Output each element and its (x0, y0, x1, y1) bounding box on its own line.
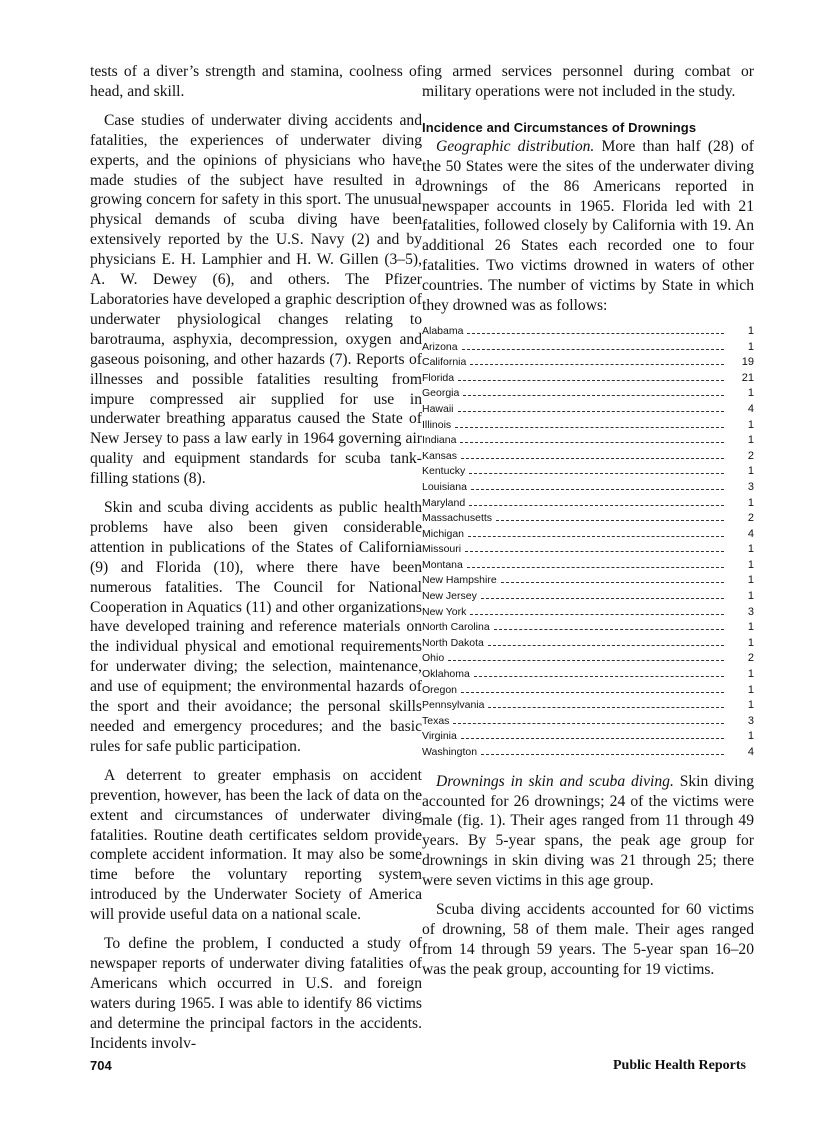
paragraph: Scuba diving accidents accounted for 60 victims of drowning, 58 of them male. Their ages ranged from 14 through 59 years. The 5-year span 16–20 was the peak group, accounting for 19 victims. (422, 901, 754, 978)
state-count: 1 (747, 668, 754, 681)
state-row (422, 481, 754, 497)
dot-leader (469, 505, 724, 506)
paragraph: Skin and scuba diving accidents as public health problems have also been given considerable attention in publications of the States of California (9) and Florida (10), where there have been numerous fatalities. The Council for National Cooperation in Aquatics (11) and other organizations have developed training and reference materials on the individual physical and emotional requirements for underwater diving; the selection, maintenance, and use of equipment; the environmental hazards of the sport and their avoidance; the personal skills needed and emergency procedures; and the basic rules for safe public participation. (90, 499, 422, 755)
state-count: 1 (747, 699, 754, 712)
dot-leader (494, 629, 724, 630)
state-row (422, 684, 754, 700)
dot-leader (474, 676, 724, 677)
state-name: Texas (422, 714, 450, 727)
dot-leader (458, 411, 724, 412)
state-name: Georgia (422, 387, 460, 400)
paragraph: To define the problem, I conducted a study of newspaper reports of underwater diving fatalities of Americans which occurred in U.S. and foreign waters during 1965. I was able to identify 86 victims and determine the principal factors in the accidents. Incidents involv- (90, 935, 422, 1052)
state-name: California (422, 356, 467, 369)
state-row (422, 325, 754, 341)
state-name: North Carolina (422, 621, 490, 634)
state-name: New Hampshire (422, 574, 497, 587)
state-name: Massachusetts (422, 512, 493, 525)
paragraph: tests of a diver’s strength and stamina, coolness of head, and skill. (90, 63, 422, 100)
state-name: Oklahoma (422, 668, 470, 681)
state-row (422, 606, 754, 622)
state-count: 1 (747, 387, 754, 400)
state-name: New Jersey (422, 590, 477, 603)
paragraph: Case studies of underwater diving accidents and fatalities, the experiences of underwater diving experts, and the opinions of physicians who have made studies of the subject have resulted in a growing concern for safety in this sport. The unusual physical demands of scuba diving have been extensively reported by the U.S. Navy (2) and by physicians E. H. Lamphier and H. W. Gillen (3–5), A. W. Dewey (6), and others. The Pfizer Laboratories have developed a graphic description of underwater physiological changes relating to barotrauma, asphyxia, decompression, oxygen and gaseous poisoning, and other hazards (7). Reports of illnesses and possible fatalities resulting from impure compressed air supplied for use in underwater breathing apparatus caused the State of New Jersey to pass a law early in 1964 governing air quality and equipment standards for scuba tank-filling stations (8). (90, 111, 422, 488)
state-name: Missouri (422, 543, 462, 556)
state-count: 3 (747, 714, 754, 727)
state-row (422, 699, 754, 715)
state-count: 1 (747, 418, 754, 431)
state-row (422, 450, 754, 466)
dot-leader (481, 754, 724, 755)
state-name: Kansas (422, 449, 458, 462)
paragraph: ing armed services personnel during combat or military operations were not included in the study. (422, 63, 754, 100)
state-row (422, 341, 754, 357)
state-count: 4 (747, 746, 754, 758)
state-row (422, 574, 754, 590)
state-row (422, 652, 754, 668)
state-count: 1 (747, 434, 754, 447)
state-row (422, 590, 754, 606)
state-count: 2 (747, 512, 754, 525)
state-count: 3 (747, 605, 754, 618)
dot-leader (453, 723, 724, 724)
state-name: Kentucky (422, 465, 466, 478)
dot-leader (461, 738, 724, 739)
dot-leader (488, 645, 724, 646)
state-name: Hawaii (422, 402, 454, 415)
state-row (422, 403, 754, 419)
state-count: 4 (747, 402, 754, 415)
run-in-title: Drownings in skin and scuba diving. (436, 772, 674, 790)
paragraph: A deterrent to greater emphasis on accident prevention, however, has been the lack of data on the extent and circumstances of underwater diving fatalities. Routine death certificates seldom provide complete accident information. It may also be some time before the voluntary reporting system introduced by the Underwater Society of America will provide useful data on a national scale. (90, 766, 422, 924)
state-count: 1 (747, 621, 754, 634)
dot-leader (471, 489, 724, 490)
state-count: 1 (747, 496, 754, 509)
state-name: Indiana (422, 434, 457, 447)
dot-leader (501, 582, 724, 583)
state-name: New York (422, 605, 467, 618)
state-count: 1 (747, 543, 754, 556)
dot-leader (468, 536, 724, 537)
state-name: Michigan (422, 527, 465, 540)
state-name: Ohio (422, 652, 445, 665)
state-row (422, 543, 754, 559)
state-name: Louisiana (422, 480, 467, 493)
state-name: Virginia (422, 730, 457, 743)
dot-leader (461, 692, 724, 693)
state-row (422, 528, 754, 544)
state-name: Washington (422, 746, 478, 758)
state-row (422, 434, 754, 450)
state-row (422, 419, 754, 435)
dot-leader (488, 707, 724, 708)
dot-leader (467, 333, 724, 334)
state-count: 21 (741, 371, 754, 384)
right-column (422, 62, 754, 989)
state-row (422, 387, 754, 403)
dot-leader (467, 567, 724, 568)
state-count: 1 (747, 636, 754, 649)
dot-leader (462, 349, 724, 350)
dot-leader (448, 660, 724, 661)
state-name: Florida (422, 371, 455, 384)
state-name: North Dakota (422, 636, 484, 649)
state-row (422, 497, 754, 513)
state-count: 1 (747, 340, 754, 353)
page-number: 704 (90, 1058, 112, 1073)
state-name: Montana (422, 558, 463, 571)
dot-leader (469, 473, 724, 474)
state-row (422, 512, 754, 528)
state-count: 1 (747, 730, 754, 743)
state-count: 2 (747, 652, 754, 665)
paragraph-text: Skin diving accounted for 26 drownings; 24 of the victims were male (fig. 1). Their ages ranged from 11 through 49 years. By 5-year spans, the peak age group for drownings in skin diving was 21 through 25; there were seven victims in this age group. (422, 772, 754, 890)
dot-leader (463, 395, 724, 396)
state-name: Arizona (422, 340, 458, 353)
state-row (422, 730, 754, 746)
state-count: 3 (747, 480, 754, 493)
state-count: 1 (747, 683, 754, 696)
dot-leader (470, 614, 724, 615)
state-count: 4 (747, 527, 754, 540)
state-count: 19 (741, 356, 754, 369)
paragraph-text: More than half (28) of the 50 States were the sites of the underwater diving drownings of the 86 Americans reported in newspaper accounts in 1965. Florida led with 21 fatalities, followed closely by California with 19. An additional 26 States each recorded one to four fatalities. Two victims drowned in waters of other countries. The number of victims by State in which they drowned was as follows: (422, 137, 754, 315)
state-row (422, 465, 754, 481)
paragraph (422, 772, 754, 891)
state-row (422, 621, 754, 637)
section-heading: Incidence and Circumstances of Drownings (422, 119, 697, 135)
state-count: 1 (747, 558, 754, 571)
dot-leader (496, 520, 724, 521)
dot-leader (461, 458, 724, 459)
state-name: Illinois (422, 418, 452, 431)
dot-leader (460, 442, 724, 443)
state-count: 1 (747, 590, 754, 603)
dot-leader (455, 427, 724, 428)
paragraph (422, 137, 754, 316)
state-row (422, 372, 754, 388)
dot-leader (465, 551, 724, 552)
state-count: 1 (747, 574, 754, 587)
left-column (90, 62, 422, 1063)
state-count: 1 (747, 465, 754, 478)
state-row (422, 746, 754, 762)
dot-leader (470, 364, 724, 365)
state-count: 2 (747, 449, 754, 462)
state-row (422, 559, 754, 575)
state-name: Alabama (422, 324, 464, 337)
dot-leader (481, 598, 724, 599)
state-list (422, 325, 754, 762)
state-row (422, 715, 754, 731)
state-name: Pennsylvania (422, 699, 485, 712)
state-row (422, 668, 754, 684)
state-row (422, 356, 754, 372)
state-count: 1 (747, 324, 754, 337)
run-in-title: Geographic distribution. (436, 137, 595, 155)
state-name: Oregon (422, 683, 458, 696)
state-name: Maryland (422, 496, 466, 509)
state-row (422, 637, 754, 653)
dot-leader (458, 380, 724, 381)
journal-name: Public Health Reports (613, 1058, 746, 1073)
